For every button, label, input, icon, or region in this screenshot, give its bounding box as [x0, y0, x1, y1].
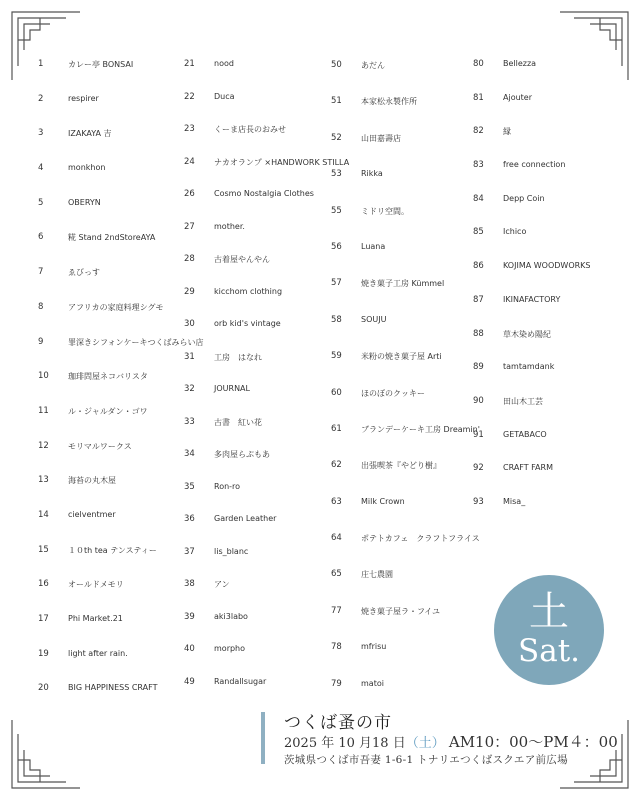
vendor-item [331, 669, 471, 705]
vendor-item [38, 501, 183, 536]
vendor-item [184, 570, 329, 603]
vendor-item [38, 362, 183, 397]
vendor-item [473, 387, 623, 421]
vendor-item [38, 223, 183, 258]
vendor-number: 3 [38, 128, 44, 139]
vendor-item [38, 85, 183, 120]
vendor-item [473, 488, 623, 522]
vendor-name: Bellezza [503, 59, 537, 68]
event-date: 2025 年 10 月18 日 [284, 736, 406, 751]
vendor-name: KOJIMA WOODWORKS [503, 261, 591, 271]
vendor-item [331, 305, 471, 341]
vendor-number: 37 [184, 546, 195, 557]
vendor-item [331, 559, 471, 595]
vendor-item [473, 185, 623, 219]
vendor-name: OBERYN [68, 197, 101, 207]
corner-ornament-icon [10, 718, 82, 790]
vendor-name: モリマルワークス [68, 441, 132, 451]
vendor-name: Depp Coin [503, 193, 545, 203]
vendor-number: 61 [331, 423, 342, 434]
vendor-name: Luana [361, 241, 386, 251]
vendor-name: IZAKAYA 吉 [68, 129, 112, 139]
vendor-number: 89 [473, 362, 484, 373]
vendor-number: 11 [38, 405, 49, 416]
vendor-number: 51 [331, 96, 342, 107]
vendor-item [184, 83, 329, 116]
vendor-name: Cosmo Nostalgia Clothes [214, 189, 314, 198]
badge-kanji: 土 [529, 589, 569, 635]
vendor-number: 13 [38, 475, 49, 486]
vendor-item [331, 341, 471, 377]
vendor-item [331, 86, 471, 122]
saturday-badge [494, 575, 604, 685]
vendor-name: ル・ジャルダン・ゴワ [68, 406, 148, 416]
vendor-number: 34 [184, 449, 195, 459]
vendor-name: オールドメモリ [68, 580, 124, 590]
vendor-column-4 [473, 50, 623, 522]
vendor-name: Ichico [503, 227, 527, 237]
vendor-number: 22 [184, 91, 195, 102]
vendor-number: 83 [473, 160, 484, 171]
vendor-item [38, 50, 183, 85]
vendor-name: 米粉の焼き菓子屋 Arti [361, 352, 442, 362]
vendor-item [184, 375, 329, 408]
vendor-number: 79 [331, 678, 342, 689]
vendor-name: CRAFT FARM [503, 463, 553, 473]
vendor-number: 1 [38, 59, 44, 69]
vendor-item [331, 523, 480, 559]
vendor-name: cielventmer [68, 509, 116, 519]
event-venue: 茨城県つくば市吾妻 1-6-1 トナリエつくばスクエア前広場 [284, 754, 568, 766]
vendor-name: ブランデーケーキ工房 Dreamin' [361, 424, 480, 434]
vendor-number: 53 [331, 169, 342, 180]
vendor-item [473, 218, 623, 252]
vendor-item [184, 603, 329, 636]
vendor-item [38, 258, 183, 293]
vendor-number: 14 [38, 509, 49, 520]
vendor-item [38, 432, 183, 467]
vendor-item [473, 421, 623, 455]
vendor-number: 85 [473, 227, 484, 238]
badge-english: Sat. [517, 633, 581, 669]
vendor-number: 92 [473, 463, 484, 474]
vendor-number: 62 [331, 460, 342, 471]
vendor-number: 19 [38, 648, 49, 659]
vendor-number: 12 [38, 440, 49, 451]
vendor-number: 35 [184, 481, 195, 492]
vendor-name: tamtamdank [503, 362, 555, 372]
vendor-name: アン [214, 580, 230, 589]
vendor-name: IKINAFACTORY [503, 294, 561, 304]
vendor-item [473, 353, 623, 387]
vendor-name: 出張喫茶『やどり樹』 [361, 461, 441, 471]
vendor-name: くーま店長のおみせ [214, 125, 286, 134]
vendor-name: nood [214, 59, 234, 68]
vendor-number: 28 [184, 254, 195, 264]
vendor-item [184, 245, 329, 278]
vendor-name: orb kid's vintage [214, 319, 281, 328]
vendor-number: 87 [473, 294, 484, 305]
vendor-name: ナカオランプ ×HANDWORK STILLA [214, 157, 350, 167]
vendor-item [38, 466, 183, 501]
vendor-number: 33 [184, 416, 195, 427]
vendor-number: 38 [184, 579, 195, 589]
event-day-of-week: （土） [405, 736, 445, 751]
vendor-item [331, 50, 471, 86]
vendor-name: aki3labo [214, 611, 248, 621]
vendor-number: 26 [184, 189, 195, 199]
vendor-item [184, 310, 329, 343]
vendor-item [473, 151, 623, 185]
vendor-name: １０th tea テンスティー [68, 545, 157, 555]
vendor-number: 77 [331, 605, 342, 616]
vendor-name: あだん [361, 61, 385, 70]
vendor-number: 4 [38, 163, 44, 174]
vendor-number: 30 [184, 319, 195, 329]
vendor-item [473, 84, 623, 118]
vendor-name: Rikka [361, 169, 383, 179]
vendor-number: 36 [184, 514, 195, 524]
vendor-item [184, 115, 329, 148]
vendor-number: 81 [473, 92, 484, 103]
vendor-item [473, 454, 623, 488]
vendor-item [473, 320, 623, 354]
vendor-number: 31 [184, 351, 195, 362]
vendor-number: 27 [184, 221, 195, 232]
vendor-number: 64 [331, 533, 342, 544]
vendor-item [184, 440, 329, 473]
vendor-item [38, 640, 183, 675]
vendor-item [38, 119, 183, 154]
vendor-item [184, 343, 329, 376]
vendor-number: 78 [331, 642, 342, 653]
vendor-number: 55 [331, 205, 342, 216]
vendor-item [184, 538, 329, 571]
vendor-number: 29 [184, 286, 195, 297]
vendor-name: morpho [214, 644, 246, 653]
vendor-name: ミドリ空間。 [361, 206, 409, 216]
vendor-item [184, 408, 329, 441]
vendor-number: 40 [184, 644, 195, 654]
vendor-name: 焼き菓子屋ラ・フイユ [361, 606, 440, 616]
vendor-name: 工房 はなれ [214, 352, 262, 362]
vendor-name: 山田嘉壽店 [361, 133, 401, 143]
vendor-name: Milk Crown [361, 496, 405, 506]
vendor-number: 24 [184, 156, 195, 167]
vendor-name: ほのぼのクッキー [361, 388, 425, 398]
event-time: AM10：00～PM４：00 [448, 733, 618, 751]
vendor-name: monkhon [68, 163, 106, 173]
vendor-item [473, 117, 623, 151]
vendor-name: JOURNAL [214, 384, 250, 393]
vendor-item [331, 196, 471, 232]
vendor-number: 91 [473, 429, 484, 440]
vendor-number: 16 [38, 579, 49, 590]
vendor-item [331, 123, 471, 159]
vendor-name: カレー亭 BONSAI [68, 60, 134, 69]
vendor-name: アフリカの家庭料理シグモ [68, 302, 164, 312]
vendor-item [38, 189, 183, 224]
vendor-item [38, 536, 183, 571]
vendor-number: 80 [473, 59, 484, 69]
vendor-item [331, 378, 471, 414]
vendor-name: 縁 [503, 127, 511, 137]
vendor-name: Misa_ [503, 496, 526, 506]
vendor-name: ゑびっす [68, 268, 100, 278]
vendor-name: Phi Market.21 [68, 614, 123, 623]
vendor-item [38, 570, 183, 605]
vendor-number: 9 [38, 336, 44, 347]
vendor-number: 59 [331, 351, 342, 362]
vendor-item [331, 159, 471, 195]
event-datetime [284, 731, 618, 752]
vendor-name: Duca [214, 91, 235, 101]
vendor-name: 草木染め陽紀 [503, 329, 551, 339]
vendor-name: 庄七農園 [361, 570, 393, 580]
vendor-item [331, 632, 471, 668]
vendor-name: GETABACO [503, 429, 547, 439]
vendor-item [331, 487, 471, 523]
vendor-item [184, 180, 329, 213]
vendor-number: 82 [473, 126, 484, 137]
vendor-item [38, 605, 183, 640]
vendor-name: 焼き菓子工房 Kümmel [361, 279, 445, 289]
vendor-item [331, 596, 471, 632]
vendor-name: respirer [68, 93, 99, 103]
vendor-name: Ron-ro [214, 481, 241, 491]
vendor-name: ポテトカフェ クラフトフライス [361, 534, 480, 544]
vendor-name: SOUJU [361, 314, 387, 324]
vendor-number: 57 [331, 278, 342, 289]
vendor-number: 10 [38, 371, 49, 382]
vendor-name: Randallsugar [214, 676, 267, 686]
vendor-number: 5 [38, 197, 44, 208]
vendor-item [331, 450, 471, 486]
vendor-name: 珈琲問屋ネコバリスタ [68, 372, 148, 382]
vendor-name: 古書 紅い花 [214, 417, 262, 427]
vendor-number: 56 [331, 241, 342, 252]
vendor-item [38, 154, 183, 189]
vendor-name: 糀 Stand 2ndStoreAYA [68, 233, 156, 243]
vendor-number: 60 [331, 387, 342, 398]
vendor-name: 海苔の丸木屋 [68, 476, 116, 486]
vendor-name: BIG HAPPINESS CRAFT [68, 683, 158, 693]
vendor-number: 88 [473, 328, 484, 339]
vendor-number: 32 [184, 384, 195, 394]
vendor-number: 2 [38, 93, 44, 104]
vendor-number: 7 [38, 267, 44, 278]
corner-ornament-icon [558, 718, 630, 790]
vendor-item [331, 232, 471, 268]
vendor-item [473, 50, 623, 84]
vendor-number: 49 [184, 676, 195, 687]
vendor-number: 6 [38, 232, 44, 243]
vendor-item [184, 213, 329, 246]
vendor-item [38, 293, 183, 328]
vendor-number: 8 [38, 301, 44, 312]
vendor-name: 本家松永製作所 [361, 97, 417, 107]
vendor-item [331, 268, 471, 304]
vendor-number: 65 [331, 569, 342, 580]
vendor-item [38, 397, 183, 432]
vendor-name: 田山木工芸 [503, 396, 543, 406]
vendor-name: 罪深きシフォンケーキつくばみらい店 [68, 337, 204, 347]
vendor-name: lis_blanc [214, 546, 249, 556]
vendor-number: 17 [38, 614, 49, 624]
vendor-item [184, 50, 329, 83]
vendor-name: mfrisu [361, 642, 387, 652]
vendor-number: 90 [473, 395, 484, 406]
event-accent-bar [261, 712, 265, 764]
vendor-name: matoi [361, 678, 384, 688]
vendor-number: 39 [184, 611, 195, 622]
vendor-number: 63 [331, 496, 342, 507]
vendor-number: 86 [473, 261, 484, 272]
vendor-number: 84 [473, 193, 484, 204]
vendor-name: light after rain. [68, 648, 128, 658]
vendor-number: 23 [184, 124, 195, 134]
vendor-item [473, 286, 623, 320]
vendor-item [473, 252, 623, 286]
vendor-number: 20 [38, 683, 49, 694]
vendor-number: 58 [331, 314, 342, 325]
vendor-name: free connection [503, 160, 566, 170]
vendor-number: 50 [331, 60, 342, 70]
vendor-name: mother. [214, 221, 245, 231]
vendor-number: 52 [331, 132, 342, 143]
vendor-number: 93 [473, 496, 484, 507]
vendor-item [184, 635, 329, 668]
vendor-name: 多肉屋らぷもあ [214, 450, 270, 459]
vendor-name: Garden Leather [214, 514, 277, 523]
vendor-name: 古着屋やんやん [214, 255, 270, 264]
vendor-item [184, 473, 329, 506]
vendor-item [184, 505, 329, 538]
event-title: つくば蚤の市 [284, 713, 392, 733]
vendor-number: 15 [38, 544, 49, 555]
vendor-name: kicchom clothing [214, 286, 283, 296]
vendor-number: 21 [184, 59, 195, 69]
vendor-item [184, 668, 329, 701]
vendor-item [38, 674, 183, 709]
vendor-item [184, 278, 329, 311]
vendor-name: Ajouter [503, 92, 533, 102]
